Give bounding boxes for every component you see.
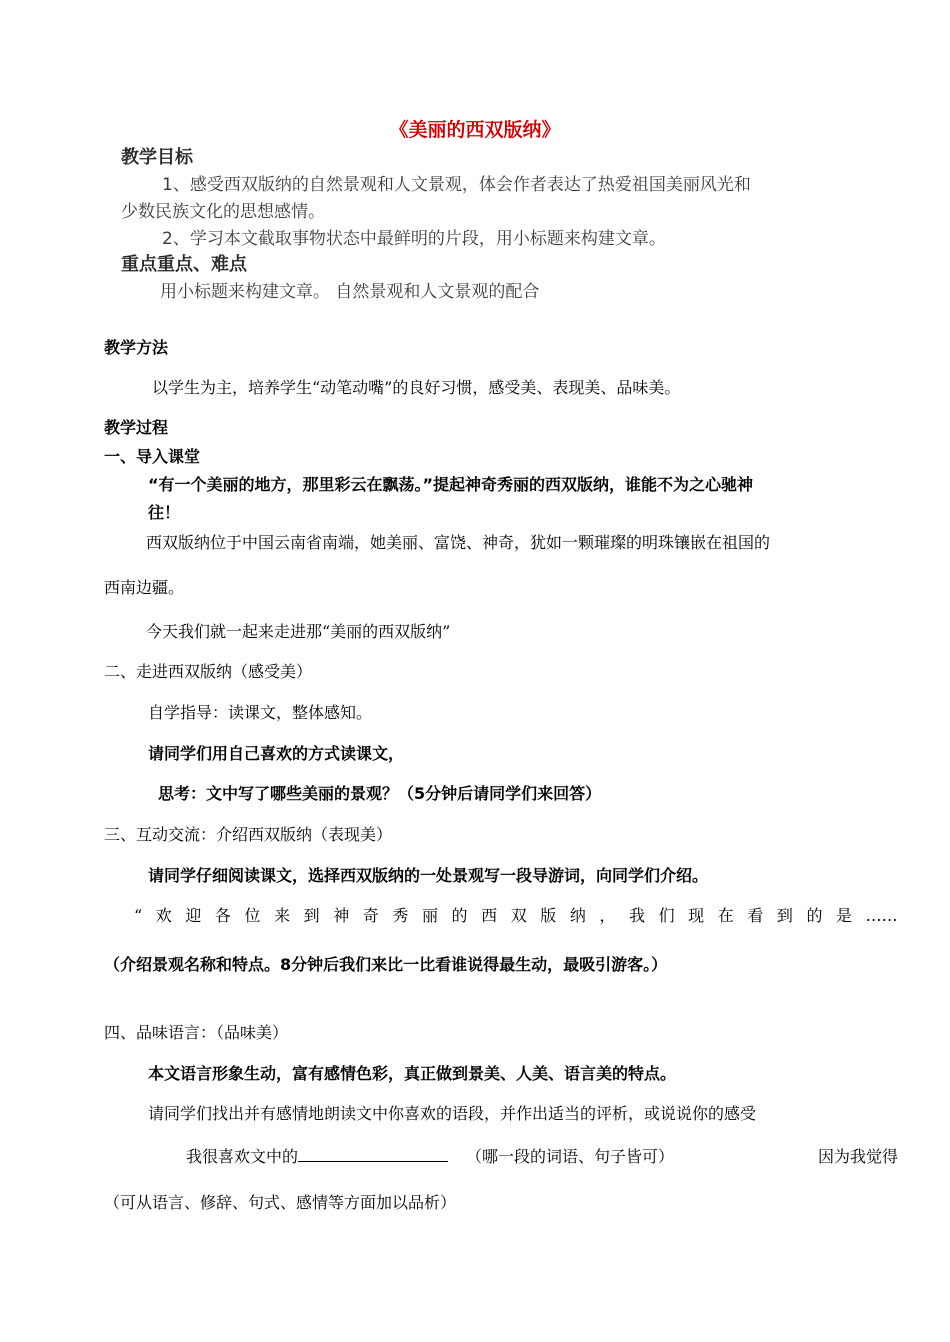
welcome-char: 秀 [392,906,409,925]
section-4-instruction: 请同学们找出并有感情地朗读文中你喜欢的语段，并作出适当的评析，或说说你的感受 [148,1104,757,1123]
welcome-char: …… [865,906,898,925]
welcome-char: 双 [510,906,527,925]
welcome-char: ， [599,906,616,925]
section-1-para-line-2: 西南边疆。 [104,578,185,597]
welcome-char: 看 [747,906,764,925]
welcome-char: 欢 [155,906,172,925]
welcome-char: 奇 [362,906,379,925]
answer-blank[interactable] [298,1145,448,1162]
welcome-char: 来 [274,906,291,925]
fill-line-end: 因为我觉得 [817,1147,898,1166]
method-text: 以学生为主，培养学生“动笔动嘴”的良好习惯，感受美、表现美、品味美。 [152,378,681,397]
document-title: 《美丽的西双版纳》 [389,119,561,141]
section-1-quote-line-1: “有一个美丽的地方，那里彩云在飘荡。”提起神奇秀丽的西双版纳，谁能不为之心驰神 [148,475,754,494]
welcome-char: 的 [451,906,468,925]
section-3-welcome-line [134,906,898,926]
goals-heading: 教学目标 [121,147,193,168]
section-4-heading: 四、品味语言：（品味美） [104,1023,289,1042]
welcome-char: 到 [303,906,320,925]
section-2-think: 思考：文中写了哪些美丽的景观？（5分钟后请同学们来回答） [158,784,602,803]
welcome-char: 是 [836,906,853,925]
section-3-instruction: 请同学仔细阅读课文，选择西双版纳的一处景观写一段导游词，向同学们介绍。 [148,866,709,885]
goal-item-1-line-1: 1、感受西双版纳的自然景观和人文景观，体会作者表达了热爱祖国美丽风光和 [162,175,751,195]
key-points-heading: 重点重点、难点 [121,254,247,275]
goal-item-1-line-2: 少数民族文化的思想感情。 [121,202,325,222]
key-points-text: 用小标题来构建文章。 自然景观和人文景观的配合 [160,282,540,302]
welcome-char: “ [134,906,143,925]
welcome-char: 丽 [421,906,438,925]
welcome-char: 到 [776,906,793,925]
welcome-char: 纳 [569,906,586,925]
section-1-quote-line-2: 往！ [148,503,181,522]
section-1-heading: 一、导入课堂 [104,447,201,466]
process-heading: 教学过程 [104,418,169,437]
section-4-fill-line [186,1145,898,1167]
welcome-char: 神 [333,906,350,925]
section-3-note: （介绍景观名称和特点。8分钟后我们来比一比看谁说得最生动，最吸引游客。） [104,955,668,974]
welcome-char: 我 [629,906,646,925]
section-2-instruction: 请同学们用自己喜欢的方式读课文， [148,744,405,763]
goal-item-2: 2、学习本文截取事物状态中最鲜明的片段，用小标题来构建文章。 [162,229,666,249]
section-2-heading: 二、走进西双版纳（感受美） [104,662,313,681]
welcome-char: 各 [214,906,231,925]
welcome-char: 在 [717,906,734,925]
welcome-char: 现 [688,906,705,925]
welcome-char: 版 [540,906,557,925]
section-3-heading: 三、互动交流：介绍西双版纳（表现美） [104,825,393,844]
section-4-hint: （可从语言、修辞、句式、感情等方面加以品析） [104,1193,457,1212]
welcome-char: 的 [806,906,823,925]
welcome-char: 位 [244,906,261,925]
section-4-bold-line: 本文语言形象生动，富有感情色彩，真正做到景美、人美、语言美的特点。 [148,1064,677,1083]
welcome-char: 西 [481,906,498,925]
section-1-para-line-1: 西双版纳位于中国云南省南端，她美丽、富饶、神奇，犹如一颗璀璨的明珠镶嵌在祖国的 [146,533,771,552]
fill-line-prefix: 我很喜欢文中的 [186,1147,299,1166]
welcome-char: 们 [658,906,675,925]
section-1-para-2: 今天我们就一起来走进那“美丽的西双版纳” [146,622,451,641]
welcome-char: 迎 [185,906,202,925]
method-heading: 教学方法 [104,338,169,357]
fill-line-middle: （哪一段的词语、句子皆可） [466,1147,675,1166]
section-2-guide: 自学指导：读课文，整体感知。 [148,703,373,722]
